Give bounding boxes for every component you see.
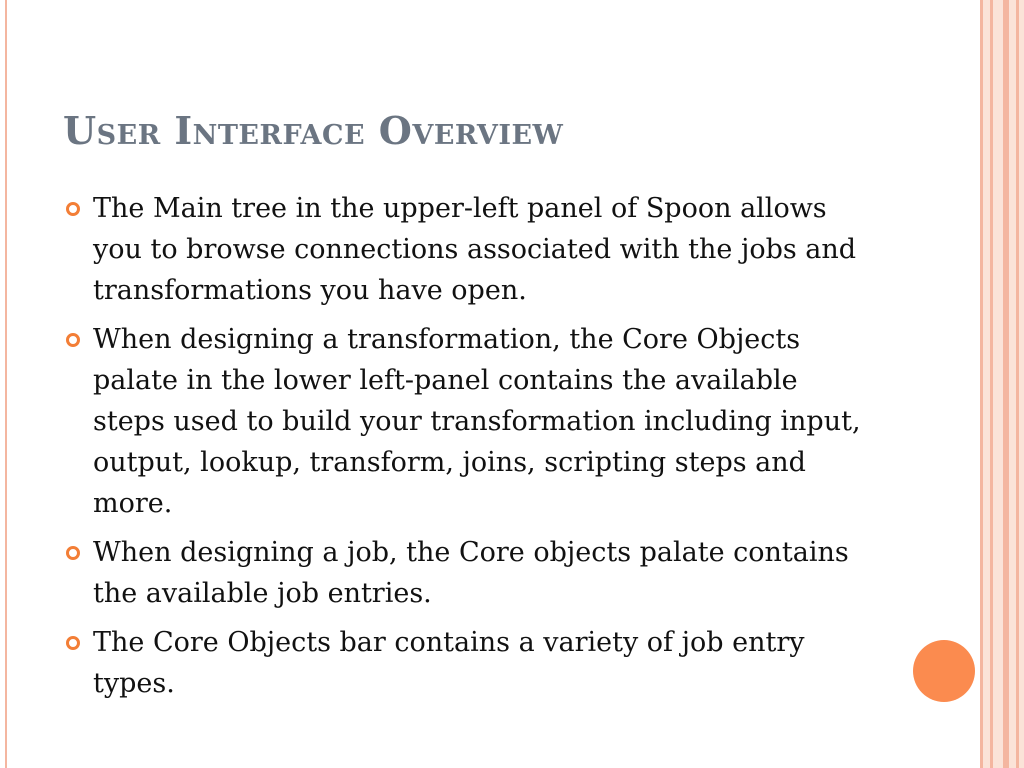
right-stripe: [990, 0, 993, 768]
bullet-item: [63, 532, 863, 614]
bullet-text: When designing a job, the Core objects palate contains the available job entries.: [93, 537, 849, 609]
slide-title: User Interface Overview: [63, 108, 564, 153]
bullet-item: [63, 622, 863, 704]
left-border-line: [5, 0, 7, 768]
bullet-circle-icon: [66, 636, 80, 650]
bullet-circle-icon: [66, 333, 80, 347]
bullet-list: [63, 188, 863, 712]
right-stripe: [1016, 0, 1019, 768]
bullet-item: [63, 188, 863, 311]
bullet-text: When designing a transformation, the Core Objects palate in the lower left-panel contains the available steps used to build your transformation including input, output, lookup, transform, joins, scripting steps and more.: [93, 324, 861, 519]
right-stripe: [980, 0, 983, 768]
bullet-circle-icon: [66, 202, 80, 216]
bullet-text: The Main tree in the upper-left panel of Spoon allows you to browse connections associated with the jobs and transformations you have open.: [93, 193, 857, 306]
bullet-text: The Core Objects bar contains a variety of job entry types.: [93, 627, 805, 699]
right-stripe: [1003, 0, 1009, 768]
bullet-circle-icon: [66, 546, 80, 560]
accent-circle: [913, 640, 975, 702]
bullet-item: [63, 319, 863, 524]
